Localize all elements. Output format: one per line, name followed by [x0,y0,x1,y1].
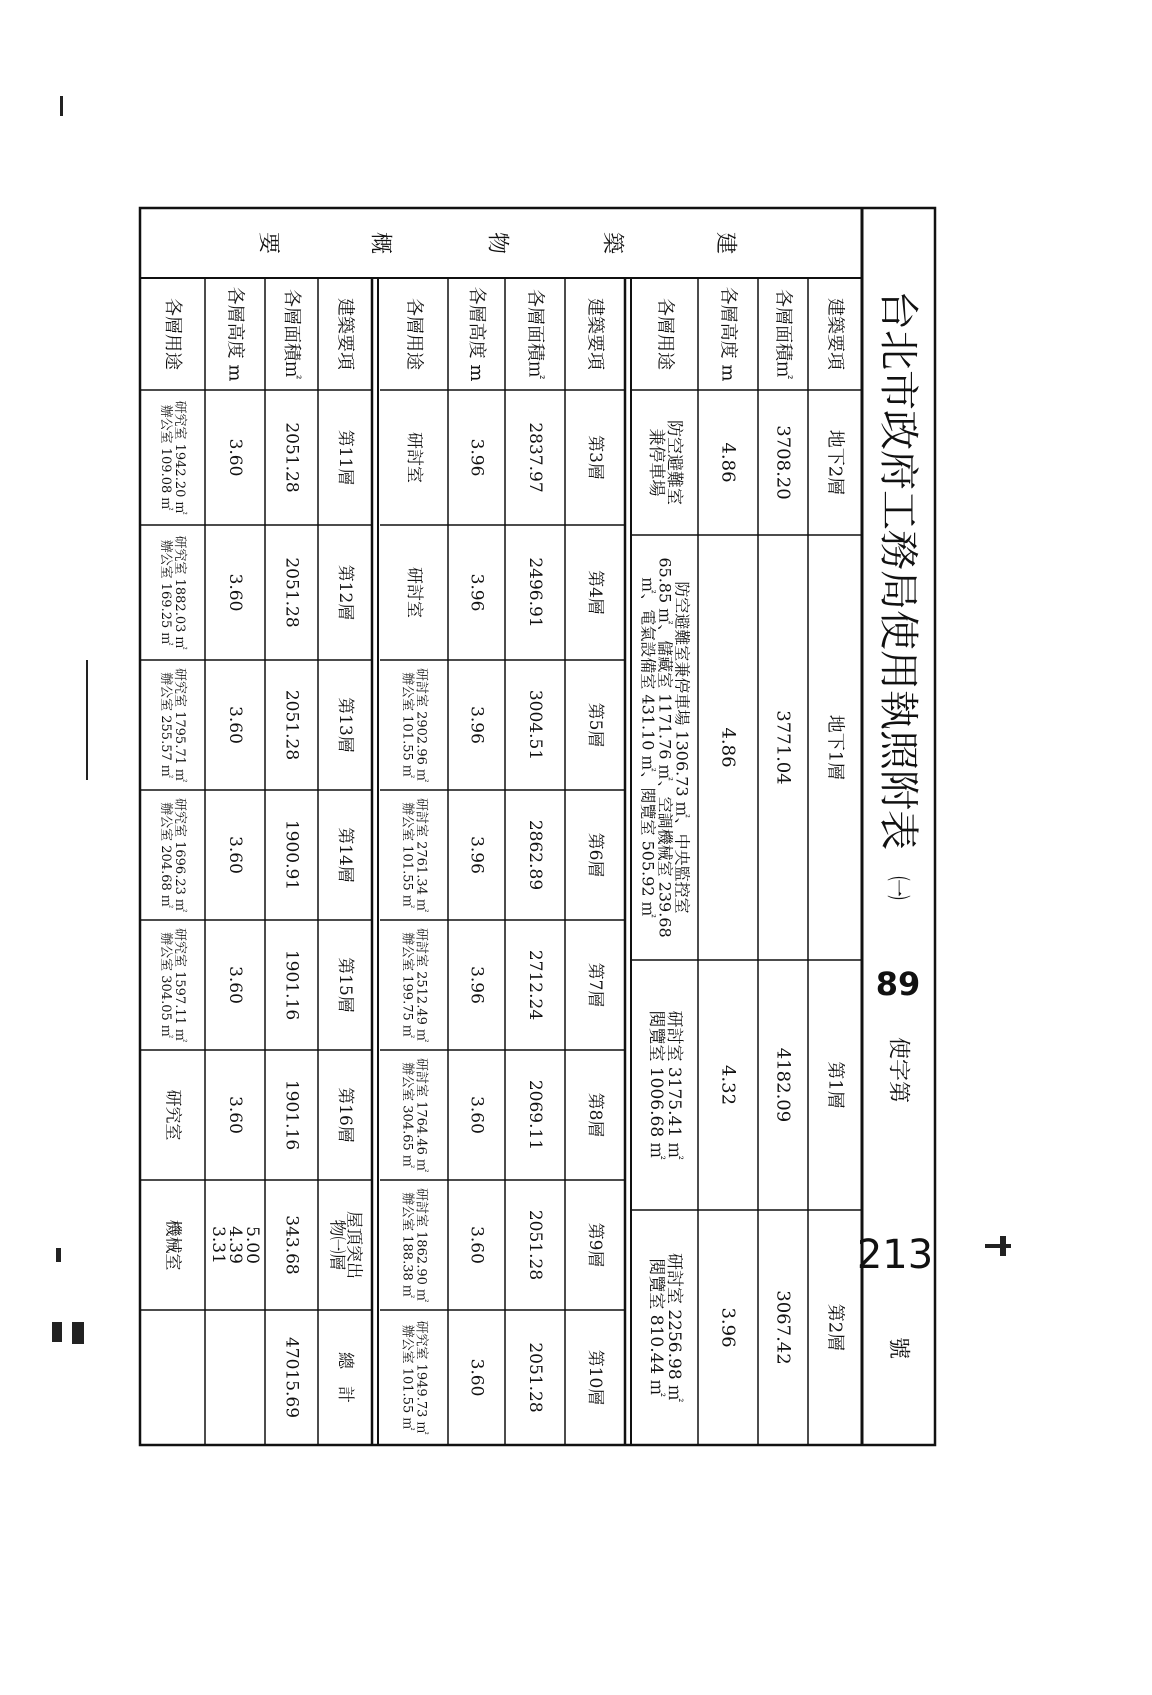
scan-mark [1000,1236,1006,1256]
cell-use-line: 研究室 1942.20 ㎡ [171,400,187,515]
cell-area [525,422,545,492]
cell-use-line: 辦公室 101.55 ㎡ [399,802,415,908]
cell-area [773,1290,794,1364]
cell-use-line: 辦公室 101.55 ㎡ [399,672,415,778]
cell-floor [585,963,605,1008]
row-label-area [525,289,546,379]
scan-mark [56,1248,61,1262]
cell-height-line: 4.39 [225,1226,245,1264]
license-word-line: 使字第 [885,1036,911,1104]
license-number: 213 [856,1232,934,1278]
cell-area [525,820,545,890]
cell-use-line: 研討室 [404,567,424,618]
cell-height [718,1065,739,1105]
row-label-height [466,287,487,382]
cell-area [282,1215,302,1274]
cell-use [163,1090,183,1141]
row-label-floor-line: 建築要項 [584,298,606,370]
cell-area [525,1210,545,1280]
cell-use-line: 辦公室 169.25 ㎡ [158,539,174,646]
side-label-char-line: 築 [599,231,625,255]
cell-area [773,425,794,499]
cell-floor-line: 第16層 [335,1087,355,1143]
cell-floor-line: 物㈠層 [326,1219,347,1271]
cell-use-line: 辦公室 188.38 ㎡ [399,1192,415,1298]
license-year: 89 [875,965,921,1003]
cell-height-line: 3.60 [225,706,245,744]
cell-use [400,1188,430,1302]
cell-use-line: 辦公室 304.65 ㎡ [399,1062,415,1168]
cell-area [282,690,302,760]
cell-area-line: 3067.42 [772,1290,794,1365]
cell-area [282,422,302,492]
side-label-char-line: 要 [255,231,281,255]
cell-use [646,1010,684,1159]
cell-floor-line: 地下2層 [824,429,846,496]
cell-area-line: 343.68 [281,1215,302,1275]
cell-use [158,928,188,1042]
cell-floor-line: 第15層 [335,957,355,1013]
cell-height [225,574,245,612]
cell-floor [335,697,355,753]
cell-use-line: 研究室 1795.71 ㎡ [171,667,187,783]
table-cells [158,232,933,1435]
cell-area [525,1080,545,1150]
cell-area-line: 3708.20 [772,425,794,500]
cell-area [282,1080,302,1150]
cell-use-line: 閱覽室 810.44 ㎡ [646,1258,667,1397]
cell-height-line: 4.86 [717,442,739,483]
cell-use-line: 研討室 1764.46 ㎡ [413,1057,429,1173]
cell-floor-line: 第8層 [585,1092,605,1138]
cell-floor-line: 地下1層 [824,714,846,781]
cell-area-line: 2051.28 [525,1209,545,1281]
cell-use [639,557,692,937]
row-label-use-line: 各層用途 [162,298,183,370]
cell-floor [335,565,355,621]
scan-mark [60,96,63,116]
cell-floor [327,1211,364,1279]
cell-use-line: 研討室 2902.96 ㎡ [413,667,429,783]
cell-area-line: 2862.89 [525,819,545,891]
cell-floor-line: 第4層 [585,570,605,615]
scan-mark [72,1322,84,1344]
side-label-char [713,232,738,254]
cell-height-line: 3.96 [466,438,487,477]
cell-use-line: 研究室 1882.03 ㎡ [171,535,187,650]
cell-use-line: 辦公室 109.08 ㎡ [158,404,174,511]
document-title-line: 台北市政府工務局使用執照附表 [875,290,921,850]
cell-floor-line: 第14層 [335,827,355,883]
cell-floor [825,1061,846,1108]
row-label-use [655,298,676,370]
cell-height-line: 3.60 [466,1358,487,1397]
row-label-area-line: 各層面積㎡ [772,289,794,379]
cell-use-line: 研討室 2256.98 ㎡ [663,1252,684,1403]
cell-height [225,966,245,1004]
cell-area-line: 3771.04 [772,710,794,785]
row-label-height [718,287,739,382]
cell-use-line: 研究室 1597.11 ㎡ [171,927,187,1043]
cell-use [158,798,188,912]
cell-floor-line: 第12層 [335,564,355,621]
cell-area [282,820,302,890]
cell-area-line: 2837.97 [525,422,545,493]
row-label-floor [585,298,606,370]
scan-mark [985,1244,1011,1248]
cell-height [208,1226,262,1264]
side-label-char [485,232,510,254]
row-label-height-line: 各層高度 m [466,286,487,382]
cell-use [400,1320,430,1434]
cell-height-line: 3.60 [225,573,245,612]
scan-mark [52,1322,62,1342]
cell-area-line: 2051.28 [281,557,302,628]
cell-use-line: 研討室 [404,432,424,483]
cell-area-line: 2069.11 [525,1079,545,1151]
cell-use [400,1058,430,1172]
cell-use [158,535,188,649]
side-label-char [256,232,281,254]
cell-floor-line: 第5層 [585,702,605,748]
cell-height-line: 3.60 [225,1096,245,1134]
cell-height [225,836,245,874]
cell-height [225,1096,245,1134]
cell-area-line: 2051.28 [525,1342,545,1413]
row-label-floor [825,298,846,370]
cell-use [404,432,424,483]
cell-use [400,668,430,782]
cell-height-line: 3.96 [466,836,487,874]
cell-area [525,557,545,627]
cell-height-line: 3.96 [717,1307,739,1348]
cell-height-line: 3.96 [466,706,487,744]
cell-floor [335,430,355,486]
cell-floor-line: 第11層 [335,429,355,486]
row-label-height-line: 各層高度 m [224,286,246,382]
row-label-use [162,298,183,370]
cell-use [646,420,684,505]
cell-area-line: 2051.28 [281,689,302,761]
cell-height [467,966,487,1004]
cell-use [400,798,430,912]
cell-use [158,668,188,782]
cell-use-line: 辦公室 304.05 ㎡ [158,932,174,1038]
cell-floor-line: 屋頂突出 [343,1211,364,1279]
cell-use [646,1253,684,1402]
cell-height [467,706,487,744]
cell-use-line: 辦公室 204.68 ㎡ [158,802,174,908]
cell-use [158,400,188,514]
title-suffix [884,876,912,900]
row-label-height-line: 各層高度 m [717,286,739,382]
row-label-use-line: 各層用途 [403,298,425,370]
cell-area [525,1342,545,1412]
cell-floor-line: 第3層 [585,435,605,480]
row-label-floor-line: 建築要項 [334,298,356,370]
cell-floor [585,1350,605,1406]
cell-floor [585,570,605,615]
cell-floor-line: 第9層 [585,1222,605,1268]
cell-height [467,1226,487,1264]
cell-height-line: 5.00 [242,1226,262,1264]
document-title [875,290,921,850]
cell-height [467,836,487,874]
cell-use-line: 機械室 [162,1219,183,1271]
cell-use-line: 兼停車場 [646,428,667,497]
cell-area-line: 4182.09 [772,1047,794,1123]
row-label-floor-line: 建築要項 [824,298,846,370]
cell-height [718,442,739,482]
license-unit [886,1337,911,1359]
cell-area-line: 1901.16 [281,1079,302,1151]
cell-use-line: 防空避難室兼停車場 1306.73 ㎡、中央監控室 [672,581,692,914]
title-suffix-line: ㈠ [884,876,912,900]
row-label-area [281,289,302,379]
cell-height [467,439,487,477]
cell-use-line: 辦公室 199.75 ㎡ [399,932,415,1038]
cell-area-line: 2051.28 [281,422,302,493]
row-label-area-line: 各層面積㎡ [281,289,302,379]
scan-mark [86,660,88,780]
cell-area [282,557,302,627]
cell-floor [585,703,605,748]
row-label-area [773,289,794,379]
cell-floor [335,1352,355,1403]
cell-use-line: 研究室 [162,1089,183,1141]
cell-height [718,727,739,767]
cell-floor-line: 第13層 [335,697,355,753]
cell-height [225,439,245,477]
cell-height-line: 4.86 [717,727,739,768]
cell-floor-line: 第1層 [824,1061,846,1109]
cell-area [525,690,545,760]
license-unit-line: 號 [885,1336,911,1360]
cell-height [467,1096,487,1134]
cell-use-line: 65.85 ㎡、儲藏室 1171.76 ㎡、空調機械室 239.68 [655,557,675,938]
cell-area [773,1048,794,1122]
cell-area-line: 2496.91 [525,557,545,628]
cell-height-line: 3.60 [225,438,245,477]
cell-floor [335,957,355,1013]
cell-height-line: 3.60 [466,1226,487,1264]
cell-height [225,706,245,744]
side-label-char [600,232,625,254]
cell-height-line: 3.60 [225,966,245,1004]
cell-use-line: 辦公室 255.57 ㎡ [158,672,174,778]
cell-use-line: 防空避難室 [663,420,684,505]
cell-use [163,1220,183,1271]
row-label-floor [335,298,356,370]
cell-floor [825,430,846,495]
cell-use-line: 閱覽室 1006.68 ㎡ [646,1010,667,1160]
cell-use-line: 研究室 1696.23 ㎡ [171,797,187,913]
cell-floor-line: 第6層 [585,832,605,878]
cell-area [282,950,302,1020]
cell-floor [585,833,605,878]
side-label-char-line: 概 [367,231,393,255]
cell-height-line: 3.31 [208,1226,228,1264]
cell-floor [585,1223,605,1268]
row-label-area-line: 各層面積㎡ [524,289,546,379]
cell-height [467,1359,487,1397]
cell-height [718,1307,739,1347]
cell-height-line: 4.32 [717,1064,739,1106]
side-label-char-line: 物 [484,231,510,255]
cell-floor [335,827,355,883]
cell-use-line: 辦公室 101.55 ㎡ [399,1324,415,1431]
cell-floor-line: 第2層 [824,1303,846,1352]
cell-height-line: 3.96 [466,966,487,1004]
cell-use-line: 研討室 3175.41 ㎡ [663,1010,684,1160]
side-label-char-line: 建 [712,231,738,255]
cell-height-line: 3.96 [466,573,487,612]
cell-area-line: 1900.91 [281,819,302,891]
cell-height-line: 3.60 [466,1096,487,1134]
cell-area-line: 47015.69 [281,1336,302,1419]
row-label-use-line: 各層用途 [654,298,676,370]
cell-floor-line: 總 計 [335,1352,355,1403]
cell-area [773,710,794,784]
cell-floor [825,1304,846,1351]
cell-use [404,567,424,618]
cell-area-line: 1901.16 [281,949,302,1021]
cell-floor [825,715,846,780]
cell-area-line: 3004.51 [525,689,545,761]
license-word [886,1037,911,1103]
cell-height [467,574,487,612]
cell-height-line: 3.60 [225,836,245,874]
cell-floor-line: 第7層 [585,962,605,1008]
row-label-use [404,298,425,370]
cell-use-line: 研討室 2761.34 ㎡ [413,797,429,913]
cell-use [400,928,430,1042]
cell-use-line: 研討室 2512.49 ㎡ [413,927,429,1043]
side-label-char [368,232,393,254]
cell-area [282,1337,302,1418]
cell-area-line: 2712.24 [525,949,545,1021]
cell-use-line: 研討室 1862.90 ㎡ [413,1187,429,1303]
cell-use-line: 研究室 1949.73 ㎡ [413,1320,429,1435]
cell-floor [585,435,605,480]
cell-area [525,950,545,1020]
cell-floor [335,1087,355,1143]
cell-use-line: ㎡、電氣設備室 431.10 ㎡、閱覽室 505.92 ㎡ [638,577,658,918]
cell-floor [585,1093,605,1138]
row-label-height [225,287,246,382]
cell-floor-line: 第10層 [585,1349,605,1406]
